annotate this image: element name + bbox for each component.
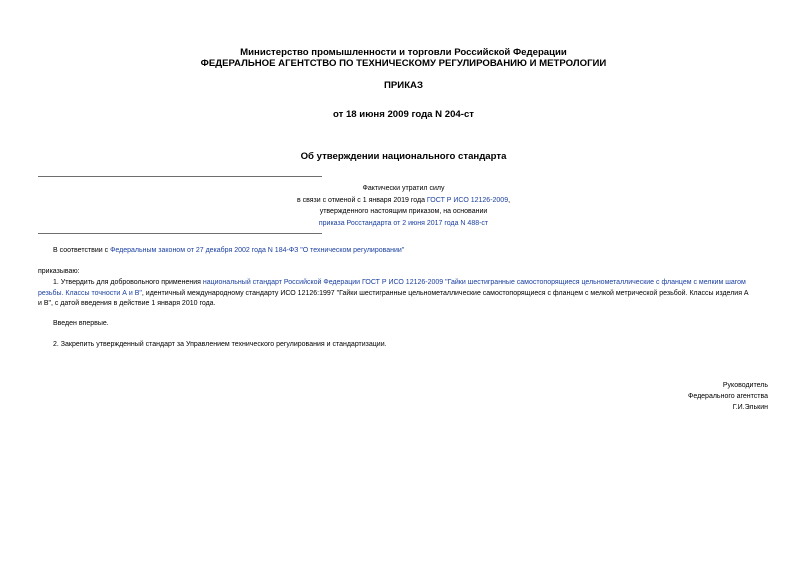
document-type: ПРИКАЗ [384,80,423,91]
item1-line2 [38,289,749,299]
signature-position: Руководитель [722,382,768,389]
separator-rule-top [38,176,322,177]
signature-name: Г.И.Элькин [732,404,768,411]
legal-basis-prefix: В соответствии с [53,247,111,254]
rosstandart-order-link[interactable]: приказа Росстандарта от 2 июня 2017 года N 488-ст [318,220,489,227]
document-date-number: от 18 июня 2009 года N 204-ст [332,109,474,120]
separator-rule-bottom [38,233,322,234]
item2: 2. Закрепить утвержденный стандарт за Управлением технического регулирования и стандартизации. [53,341,387,348]
federal-law-link[interactable]: Федеральным законом от 27 декабря 2002 года N 184-ФЗ "О техническом регулировании" [110,247,405,254]
national-standard-link-part2[interactable]: резьбы. Классы точности А и В" [38,290,142,297]
introduced-note: Введен впервые. [53,320,109,327]
item1-line1 [53,278,746,288]
status-note-line1: Фактически утратил силу [362,185,445,192]
gost-link[interactable]: ГОСТ Р ИСО 12126-2009 [426,197,509,204]
status-note-line2-prefix: в связи с отменой с 1 января 2019 года [296,197,427,204]
order-word: приказываю: [38,268,80,275]
national-standard-link-part1[interactable]: национальный стандарт Российской Федерации ГОСТ Р ИСО 12126-2009 "Гайки шестигранные самостопорящиеся цельнометаллические с фланцем с мелким шагом [202,279,746,286]
legal-basis [53,246,404,256]
agency-title: ФЕДЕРАЛЬНОЕ АГЕНТСТВО ПО ТЕХНИЧЕСКОМУ РЕГУЛИРОВАНИЮ И МЕТРОЛОГИИ [200,58,607,69]
signature-agency: Федерального агентства [688,393,768,400]
ministry-title: Министерство промышленности и торговли Российской Федерации [240,47,567,58]
document-subject: Об утверждении национального стандарта [300,151,507,162]
status-note-line2-suffix: , [508,197,511,204]
item1-line3: и В", с датой введения в действие 1 января 2010 года. [38,300,216,307]
item1-line2-rest: , идентичный международному стандарту ИСО 12126:1997 "Гайки шестигранные цельнометаллические самостопорящиеся с фланцем с мелкой метрической резьбой. Классы изделия А [141,290,749,297]
status-note-line2 [0,196,807,206]
item1-prefix: 1. Утвердить для добровольного применения [53,279,203,286]
status-note-line3: утвержденного настоящим приказом, на основании [319,208,488,215]
